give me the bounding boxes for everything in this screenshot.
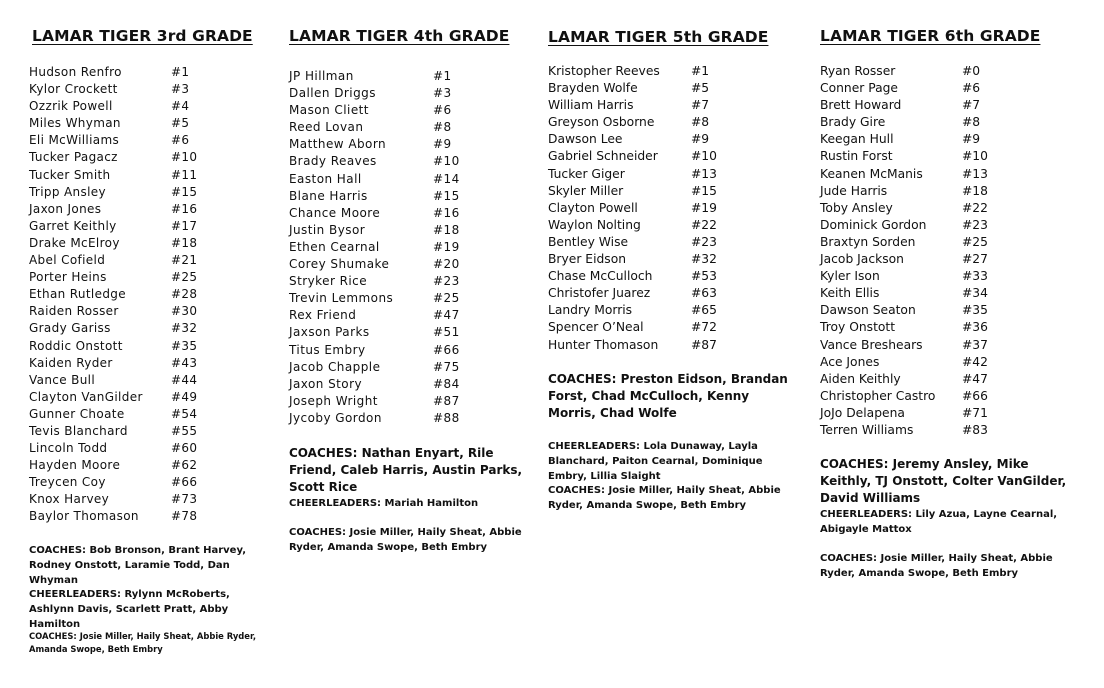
player-name: Tripp Ansley: [29, 184, 106, 199]
player-name: Eli McWilliams: [29, 133, 120, 148]
player-number: #8: [691, 115, 710, 130]
player-name: Kyler Ison: [820, 269, 880, 284]
player-name: Jaxon Story: [289, 376, 363, 391]
player-name: Bentley Wise: [548, 234, 629, 249]
player-name: Brady Gire: [820, 115, 886, 130]
player-number: #9: [433, 137, 452, 152]
player-number: #75: [433, 359, 460, 374]
player-number: #84: [433, 376, 460, 391]
player-number: #13: [962, 166, 988, 181]
player-number: #10: [171, 150, 198, 165]
player-name: Jude Harris: [820, 183, 888, 198]
player-number: #35: [171, 338, 198, 353]
player-number: #19: [691, 200, 717, 215]
player-number: #78: [171, 509, 198, 524]
player-name: Mason Cliett: [289, 103, 369, 118]
player-name: Keith Ellis: [820, 286, 880, 301]
player-number: #54: [171, 406, 198, 421]
player-name: Ozzrik Powell: [29, 99, 113, 114]
player-name: Keegan Hull: [820, 132, 894, 147]
player-number: #33: [962, 269, 988, 284]
player-name: Garret Keithly: [29, 218, 117, 233]
player-name: Trevin Lemmons: [289, 291, 394, 306]
player-number: #44: [171, 372, 198, 387]
player-number: #8: [962, 115, 981, 130]
player-name: Jaxson Parks: [289, 325, 370, 340]
player-name: Blane Harris: [289, 188, 368, 203]
grade5-title: LAMAR TIGER 5th GRADE: [548, 28, 769, 46]
player-number: #9: [691, 132, 710, 147]
player-name: Landry Morris: [548, 303, 633, 318]
player-name: Reed Lovan: [289, 120, 364, 135]
player-number: #20: [433, 257, 460, 272]
player-name: Ace Jones: [820, 354, 880, 369]
player-number: #18: [962, 183, 988, 198]
player-name: Ethen Cearnal: [289, 239, 380, 254]
player-name: Chance Moore: [289, 205, 381, 220]
player-name: JoJo Delapena: [820, 405, 905, 420]
player-number: #4: [171, 99, 190, 114]
player-name: Roddic Onstott: [29, 338, 123, 353]
player-number: #30: [171, 304, 198, 319]
player-name: Troy Onstott: [820, 320, 896, 335]
player-name: Kristopher Reeves: [548, 64, 660, 78]
player-name: Skyler Miller: [548, 183, 624, 198]
player-name: Jacob Jackson: [820, 252, 904, 267]
player-name: Miles Whyman: [29, 116, 121, 131]
player-name: Waylon Nolting: [548, 217, 641, 232]
player-number: #11: [171, 167, 198, 182]
player-name: Baylor Thomason: [29, 509, 139, 524]
player-name: Brett Howard: [820, 98, 902, 113]
player-name: Dallen Driggs: [289, 86, 376, 101]
player-name: Vance Breshears: [820, 337, 923, 352]
player-name: Vance Bull: [29, 372, 96, 387]
player-number: #18: [433, 222, 460, 237]
player-number: #15: [171, 184, 198, 199]
player-name: Gabriel Schneider: [548, 149, 658, 164]
player-number: #32: [691, 252, 717, 267]
player-number: #32: [171, 321, 198, 336]
player-name: Clayton Powell: [548, 200, 638, 215]
player-number: #62: [171, 458, 198, 473]
player-number: #1: [691, 64, 710, 78]
player-name: Chase McCulloch: [548, 269, 653, 284]
player-number: #47: [962, 371, 988, 386]
player-number: #6: [433, 103, 452, 118]
player-number: #8: [433, 120, 452, 135]
player-name: Easton Hall: [289, 171, 362, 186]
player-number: #73: [171, 492, 198, 507]
player-number: #42: [962, 354, 988, 369]
grade6-title: LAMAR TIGER 6th GRADE: [820, 27, 1041, 45]
player-number: #88: [433, 410, 460, 425]
player-number: #66: [962, 388, 988, 403]
player-name: Aiden Keithly: [820, 371, 901, 386]
player-number: #1: [171, 65, 190, 79]
grade6-cheerleaders: CHEERLEADERS: Lily Azua, Layne Cearnal, Abigayle Mattox: [820, 509, 1058, 535]
player-name: Justin Bysor: [289, 222, 366, 237]
player-name: Tucker Pagacz: [29, 150, 118, 165]
player-name: Rex Friend: [289, 308, 357, 323]
player-number: #60: [171, 441, 198, 456]
player-name: Tevis Blanchard: [29, 423, 128, 438]
player-name: Stryker Rice: [289, 274, 368, 289]
player-name: Grady Gariss: [29, 321, 111, 336]
player-number: #6: [171, 133, 190, 148]
player-number: #16: [171, 201, 198, 216]
player-name: Kaiden Ryder: [29, 355, 113, 370]
player-name: Matthew Aborn: [289, 137, 387, 152]
player-number: #22: [962, 200, 988, 215]
player-name: Keanen McManis: [820, 166, 923, 181]
player-name: Lincoln Todd: [29, 441, 108, 456]
player-number: #28: [171, 287, 198, 302]
player-number: #14: [433, 171, 460, 186]
player-number: #7: [691, 98, 710, 113]
player-name: Knox Harvey: [29, 492, 110, 507]
player-number: #37: [962, 337, 988, 352]
player-number: #18: [171, 235, 198, 250]
player-name: JP Hillman: [289, 69, 354, 83]
player-name: Drake McElroy: [29, 235, 120, 250]
player-name: Brayden Wolfe: [548, 81, 638, 96]
grade5-cheer-coaches: COACHES: Josie Miller, Haily Sheat, Abbie Ryder, Amanda Swope, Beth Embry: [548, 485, 781, 511]
player-name: Christopher Castro: [820, 388, 936, 403]
player-name: Brady Reaves: [289, 154, 377, 169]
player-number: #51: [433, 325, 460, 340]
player-name: Ryan Rosser: [820, 64, 896, 78]
player-number: #6: [962, 81, 981, 96]
player-number: #15: [691, 183, 717, 198]
grade3-cheerleaders: CHEERLEADERS: Rylynn McRoberts, Ashlynn Davis, Scarlett Pratt, Abby Hamilton: [29, 589, 230, 630]
player-name: Christofer Juarez: [548, 286, 651, 301]
player-name: Bryer Eidson: [548, 252, 627, 267]
player-number: #10: [962, 149, 988, 164]
player-name: Jaxon Jones: [29, 201, 102, 216]
player-name: William Harris: [548, 98, 634, 113]
player-name: Joseph Wright: [289, 393, 378, 408]
player-number: #3: [171, 82, 190, 97]
player-name: Kylor Crockett: [29, 82, 118, 97]
player-number: #55: [171, 423, 198, 438]
player-number: #63: [691, 286, 717, 301]
grade6-cheer-coaches: COACHES: Josie Miller, Haily Sheat, Abbie Ryder, Amanda Swope, Beth Embry: [820, 553, 1053, 579]
grade6-coaches: COACHES: Jeremy Ansley, Mike Keithly, TJ Onstott, Colter VanGilder, David Williams: [820, 457, 1067, 505]
player-name: Raiden Rosser: [29, 304, 119, 319]
player-name: Braxtyn Sorden: [820, 234, 916, 249]
grade3-coaches: COACHES: Bob Bronson, Brant Harvey, Rodney Onstott, Laramie Todd, Dan Whyman: [29, 545, 247, 586]
player-number: #27: [962, 252, 988, 267]
player-number: #35: [962, 303, 988, 318]
player-name: Hudson Renfro: [29, 65, 122, 79]
player-name: Hunter Thomason: [548, 337, 659, 352]
player-number: #87: [433, 393, 460, 408]
player-name: Clayton VanGilder: [29, 389, 143, 404]
player-number: #65: [691, 303, 717, 318]
player-name: Dominick Gordon: [820, 217, 927, 232]
player-name: Terren Williams: [820, 422, 914, 437]
player-number: #49: [171, 389, 198, 404]
grade4-title: LAMAR TIGER 4th GRADE: [289, 27, 510, 45]
grade4-coaches: COACHES: Nathan Enyart, Rile Friend, Caleb Harris, Austin Parks, Scott Rice: [289, 446, 523, 494]
grade3-title: LAMAR TIGER 3rd GRADE: [32, 27, 253, 45]
player-name: Conner Page: [820, 81, 898, 96]
player-number: #9: [962, 132, 981, 147]
player-name: Gunner Choate: [29, 406, 125, 421]
player-number: #21: [171, 253, 198, 268]
player-name: Jycoby Gordon: [289, 410, 382, 425]
player-name: Porter Heins: [29, 270, 107, 285]
player-number: #10: [691, 149, 717, 164]
player-number: #7: [962, 98, 981, 113]
grade4-cheer-coaches: COACHES: Josie Miller, Haily Sheat, Abbie Ryder, Amanda Swope, Beth Embry: [289, 527, 522, 553]
player-name: Tucker Giger: [548, 166, 625, 181]
player-number: #72: [691, 320, 717, 335]
player-name: Corey Shumake: [289, 257, 390, 272]
player-name: Toby Ansley: [820, 200, 893, 215]
player-number: #43: [171, 355, 198, 370]
player-number: #19: [433, 239, 460, 254]
player-name: Jacob Chapple: [289, 359, 381, 374]
player-name: Greyson Osborne: [548, 115, 655, 130]
player-number: #5: [691, 81, 710, 96]
player-number: #13: [691, 166, 717, 181]
player-number: #15: [433, 188, 460, 203]
player-number: #36: [962, 320, 988, 335]
player-name: Ethan Rutledge: [29, 287, 127, 302]
grade4-cheerleaders: CHEERLEADERS: Mariah Hamilton: [289, 498, 479, 509]
player-number: #53: [691, 269, 717, 284]
player-number: #10: [433, 154, 460, 169]
player-number: #0: [962, 64, 981, 78]
player-number: #87: [691, 337, 717, 352]
player-number: #17: [171, 218, 198, 233]
player-number: #23: [691, 234, 717, 249]
player-number: #83: [962, 422, 988, 437]
grade5-cheerleaders: CHEERLEADERS: Lola Dunaway, Layla Blanchard, Paiton Cearnal, Dominique Embry, Lillia Slaight: [548, 441, 763, 482]
player-number: #22: [691, 217, 717, 232]
player-name: Dawson Seaton: [820, 303, 916, 318]
player-number: #3: [433, 86, 452, 101]
player-number: #66: [171, 475, 198, 490]
player-number: #23: [433, 274, 460, 289]
player-number: #66: [433, 342, 460, 357]
player-number: #5: [171, 116, 190, 131]
player-number: #23: [962, 217, 988, 232]
player-name: Abel Cofield: [29, 253, 106, 268]
player-number: #25: [171, 270, 198, 285]
player-name: Hayden Moore: [29, 458, 121, 473]
player-number: #16: [433, 205, 460, 220]
player-name: Dawson Lee: [548, 132, 623, 147]
player-name: Titus Embry: [289, 342, 366, 357]
player-name: Rustin Forst: [820, 149, 893, 164]
player-number: #47: [433, 308, 460, 323]
player-number: #25: [962, 234, 988, 249]
player-name: Tucker Smith: [29, 167, 111, 182]
player-name: Spencer O’Neal: [548, 320, 644, 335]
player-number: #71: [962, 405, 988, 420]
grade3-cheer-coaches: COACHES: Josie Miller, Haily Sheat, Abbie Ryder, Amanda Swope, Beth Embry: [29, 631, 257, 654]
player-number: #25: [433, 291, 460, 306]
player-number: #34: [962, 286, 988, 301]
grade5-coaches: COACHES: Preston Eidson, Brandan Forst, Chad McCulloch, Kenny Morris, Chad Wolfe: [548, 372, 788, 420]
player-number: #1: [433, 69, 452, 83]
player-name: Treycen Coy: [29, 475, 106, 490]
